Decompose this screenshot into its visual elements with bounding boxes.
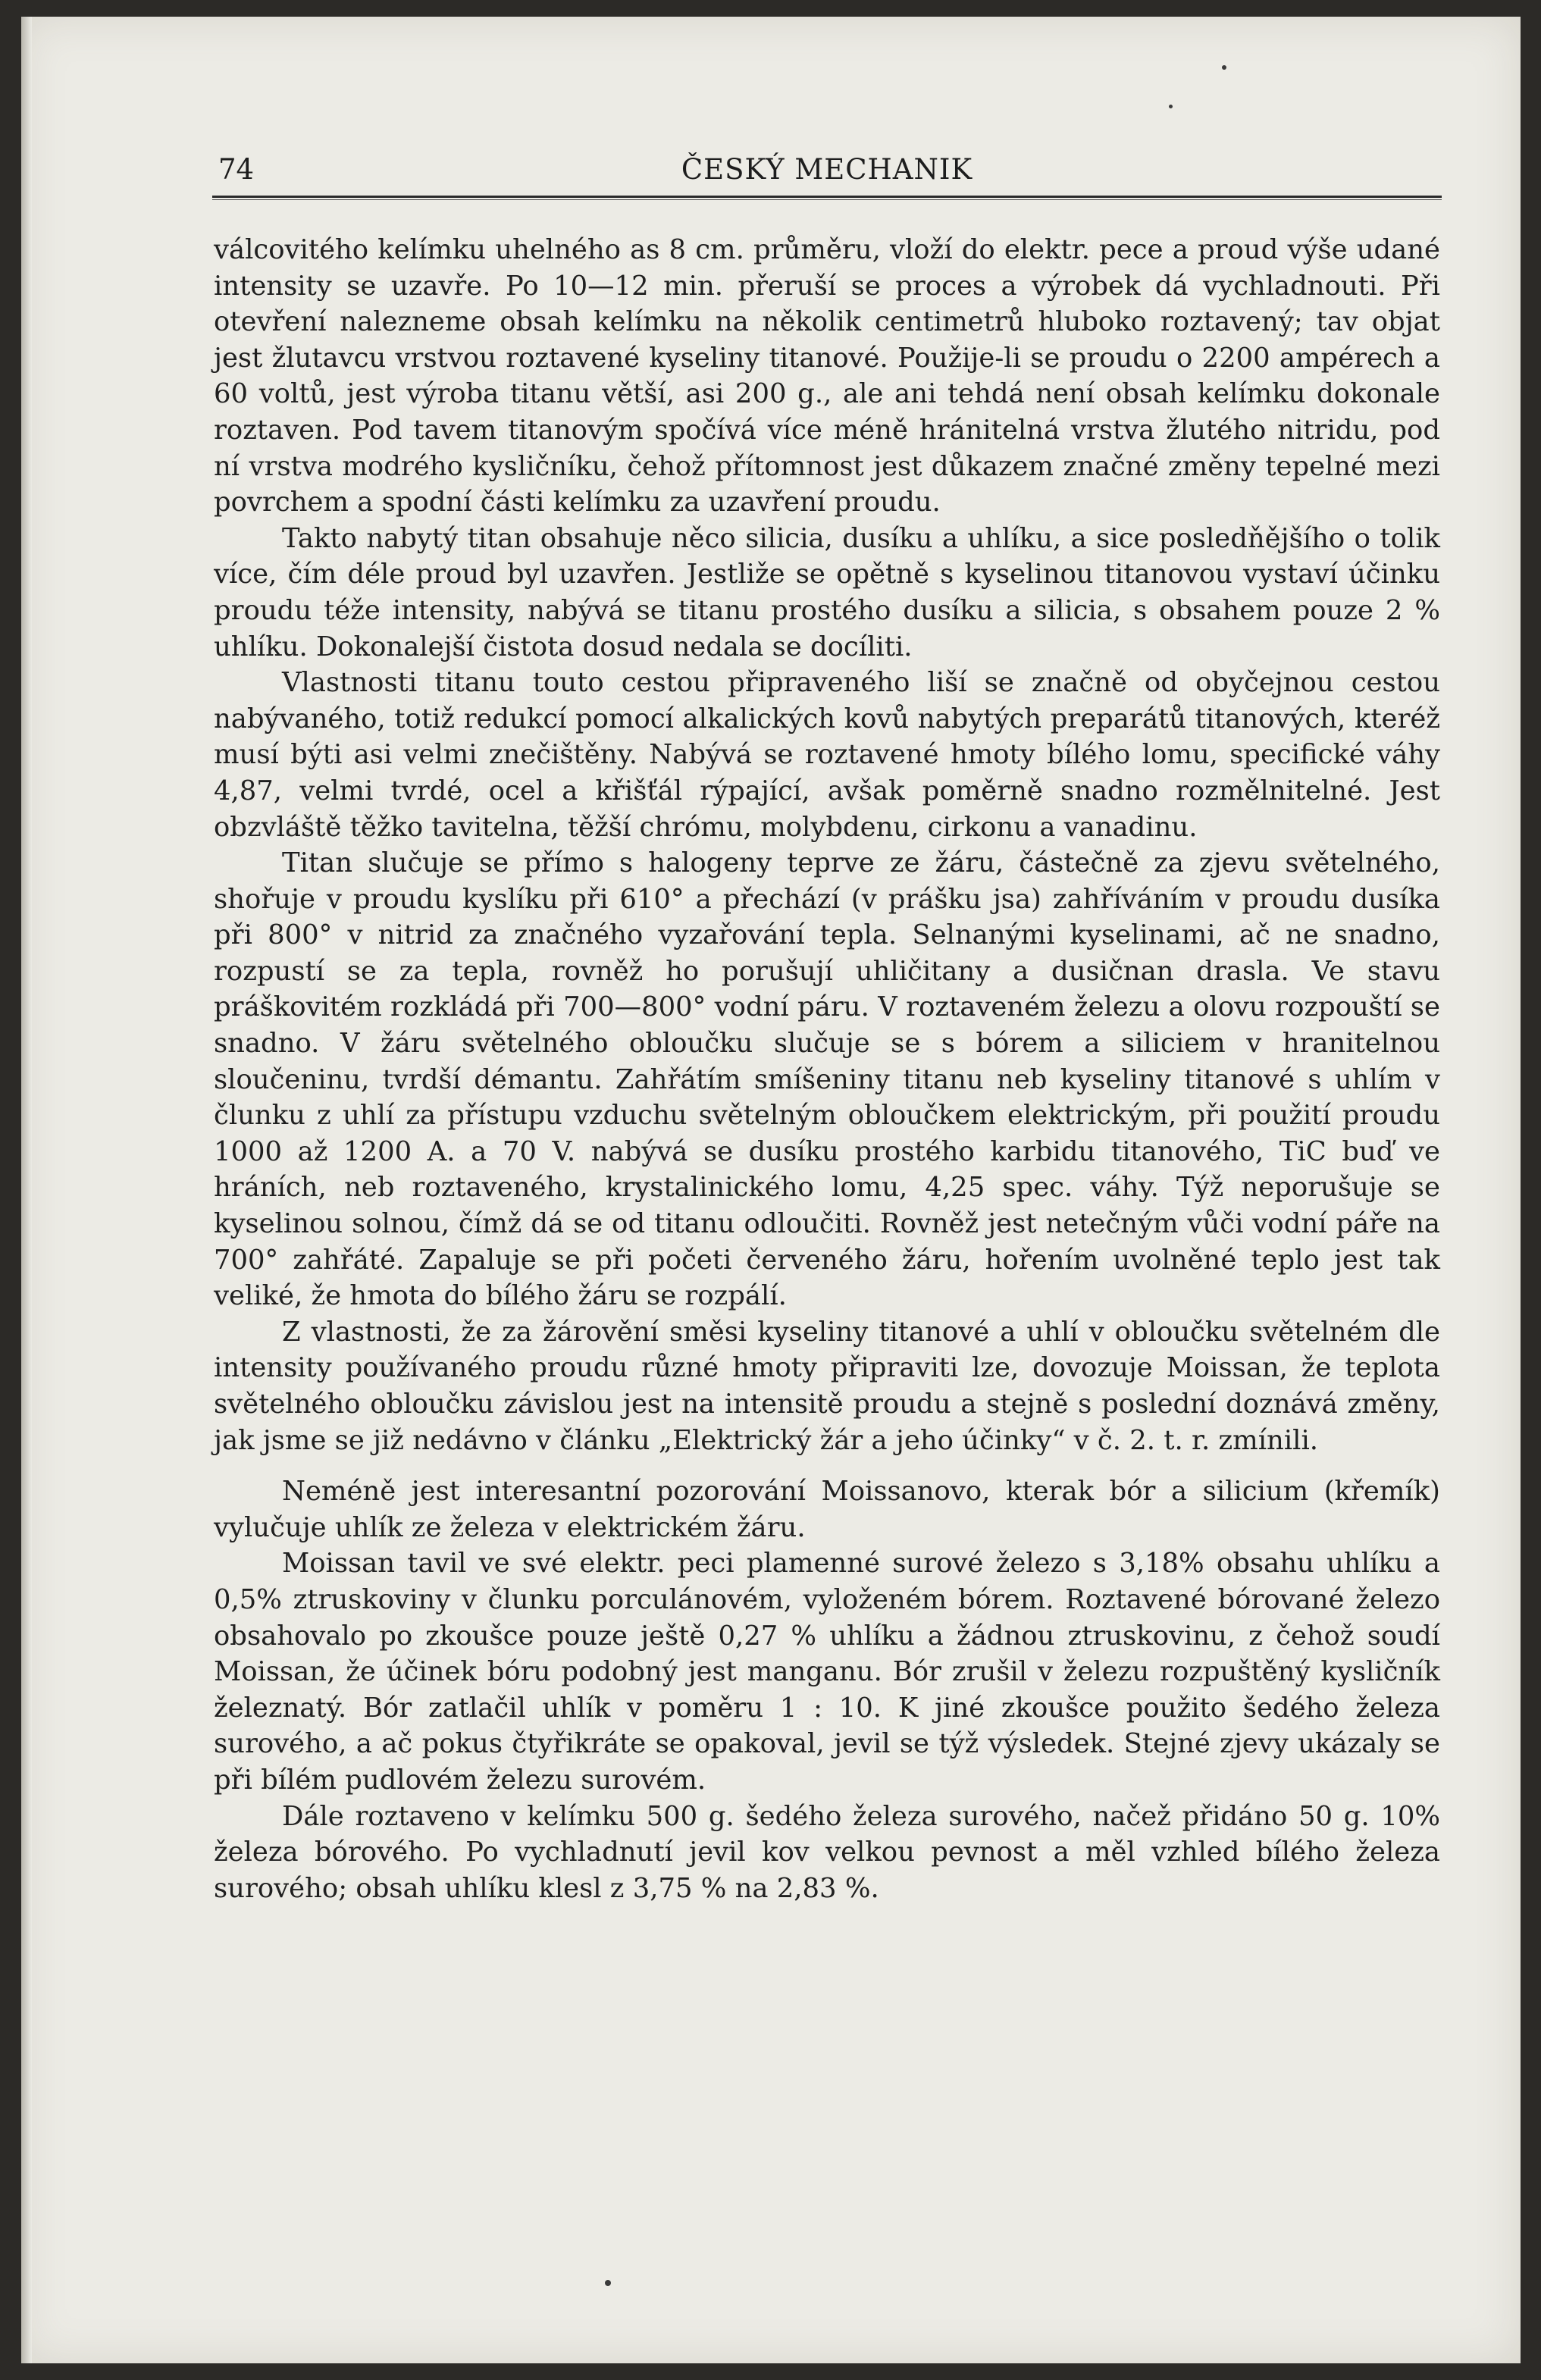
article-body xyxy=(214,232,1440,1906)
running-title: ČESKÝ MECHANIK xyxy=(681,153,973,186)
paragraph: Titan slučuje se přímo s halogeny teprve ze žáru, částečně za zjevu světelného, shořuje v proudu kyslíku při 610° a přechází (v prášku jsa) zahříváním v proudu dusíka při 800° v nitrid za značného vyzařování tepla. Selnanými kyselinami, ač ne snadno, rozpustí se za tepla, rovněž ho porušují uhličitany a dusičnan drasla. Ve stavu práškovitém rozkládá při 700—800° vodní páru. V roztaveném železu a olovu rozpouští se snadno. V žáru světelného obloučku slučuje se s bórem a siliciem v hranitelnou sloučeninu, tvrdší démantu. Zahřátím smíšeniny titanu neb kyseliny titanové s uhlím v člunku z uhlí za přístupu vzduchu světelným obloučkem elektrickým, při použití proudu 1000 až 1200 A. a 70 V. nabývá se dusíku prostého karbidu titanového, TiC buď ve hráních, neb roztaveného, krystalinického lomu, 4,25 spec. váhy. Týž neporušuje se kyselinou solnou, čímž dá se od titanu odloučiti. Rovněž jest netečným vůči vodní páře na 700° zahřáté. Zapaluje se při početi červeného žáru, hořením uvolněné teplo jest tak veliké, že hmota do bílého žáru se rozpálí. xyxy=(214,847,1440,1312)
paragraph: Z vlastnosti, že za žárovění směsi kyseliny titanové a uhlí v obloučku světelném dle intensity používaného proudu různé hmoty připraviti lze, dovozuje Moissan, že teplota světelného obloučku závislou jest na intensitě proudu a stejně s poslední doznává změny, jak jsme se již nedávno v článku „Elektrický žár a jeho účinky“ v č. 2. t. r. zmínili. xyxy=(214,1316,1440,1456)
paragraph: Vlastnosti titanu touto cestou připraveného liší se značně od obyčejnou cestou nabývaného, totiž redukcí pomocí alkalických kovů nabytých preparátů titanových, kteréž musí býti asi velmi znečištěny. Nabývá se roztavené hmoty bílého lomu, specifické váhy 4,87, velmi tvrdé, ocel a křišťál rýpající, avšak poměrně snadno rozmělnitelné. Jest obzvláště těžko tavitelna, těžší chrómu, molybdenu, cirkonu a vanadinu. xyxy=(214,667,1440,843)
paragraph: válcovitého kelímku uhelného as 8 cm. průměru, vloží do elektr. pece a proud výše udané intensity se uzavře. Po 10—12 min. přeruší se proces a výrobek dá vychladnouti. Při otevření nalezneme obsah kelímku na několik centimetrů hluboko roztavený; tav objat jest žlutavcu vrstvou roztavené kyseliny titanové. Použije-li se proudu o 2200 ampérech a 60 voltů, jest výroba titanu větší, asi 200 g., ale ani tehdá není obsah kelímku dokonale roztaven. Pod tavem titanovým spočívá více méně hránitelná vrstva žlutého nitridu, pod ní vrstva modrého kysličníku, čehož přítomnost jest důkazem značné změny tepelné mezi povrchem a spodní části kelímku za uzavření proudu. xyxy=(214,234,1440,518)
page-spine-shadow xyxy=(21,17,32,2363)
print-speck xyxy=(1222,65,1226,70)
header-rule xyxy=(212,196,1442,200)
page-header xyxy=(212,150,1442,194)
paragraph: Dále roztaveno v kelímku 500 g. šedého železa surového, načež přidáno 50 g. 10% železa bórového. Po vychladnutí jevil kov velkou pevnost a měl vzhled bílého železa surového; obsah uhlíku klesl z 3,75 % na 2,83 %. xyxy=(214,1800,1440,1904)
paragraph: Moissan tavil ve své elektr. peci plamenné surové železo s 3,18% obsahu uhlíku a 0,5% ztruskoviny v člunku porculánovém, vyloženém bórem. Roztavené bórované železo obsahovalo po zkoušce pouze ještě 0,27 % uhlíku a žádnou ztruskovinu, z čehož soudí Moissan, že účinek bóru podobný jest manganu. Bór zrušil v železu rozpuštěný kysličník železnatý. Bór zatlačil uhlík v poměru 1 : 10. K jiné zkoušce použito šedého železa surového, a ač pokus čtyřikráte se opakoval, jevil se týž výsledek. Stejné zjevy ukázaly se při bílém pudlovém železu surovém. xyxy=(214,1548,1440,1796)
print-speck xyxy=(605,2280,611,2286)
paragraph: Neméně jest interesantní pozorování Moissanovo, kterak bór a silicium (křemík) vylučuje uhlík ze železa v elektrickém žáru. xyxy=(214,1476,1440,1543)
print-speck xyxy=(1169,105,1173,108)
paragraph: Takto nabytý titan obsahuje něco silicia, dusíku a uhlíku, a sice posledňějšího o tolik více, čím déle proud byl uzavřen. Jestliže se opětně s kyselinou titanovou vystaví účinku proudu téže intensity, nabývá se titanu prostého dusíku a silicia, s obsahem pouze 2 % uhlíku. Dokonalejší čistota dosud nedala se docíliti. xyxy=(214,522,1440,662)
page-number: 74 xyxy=(218,153,255,186)
